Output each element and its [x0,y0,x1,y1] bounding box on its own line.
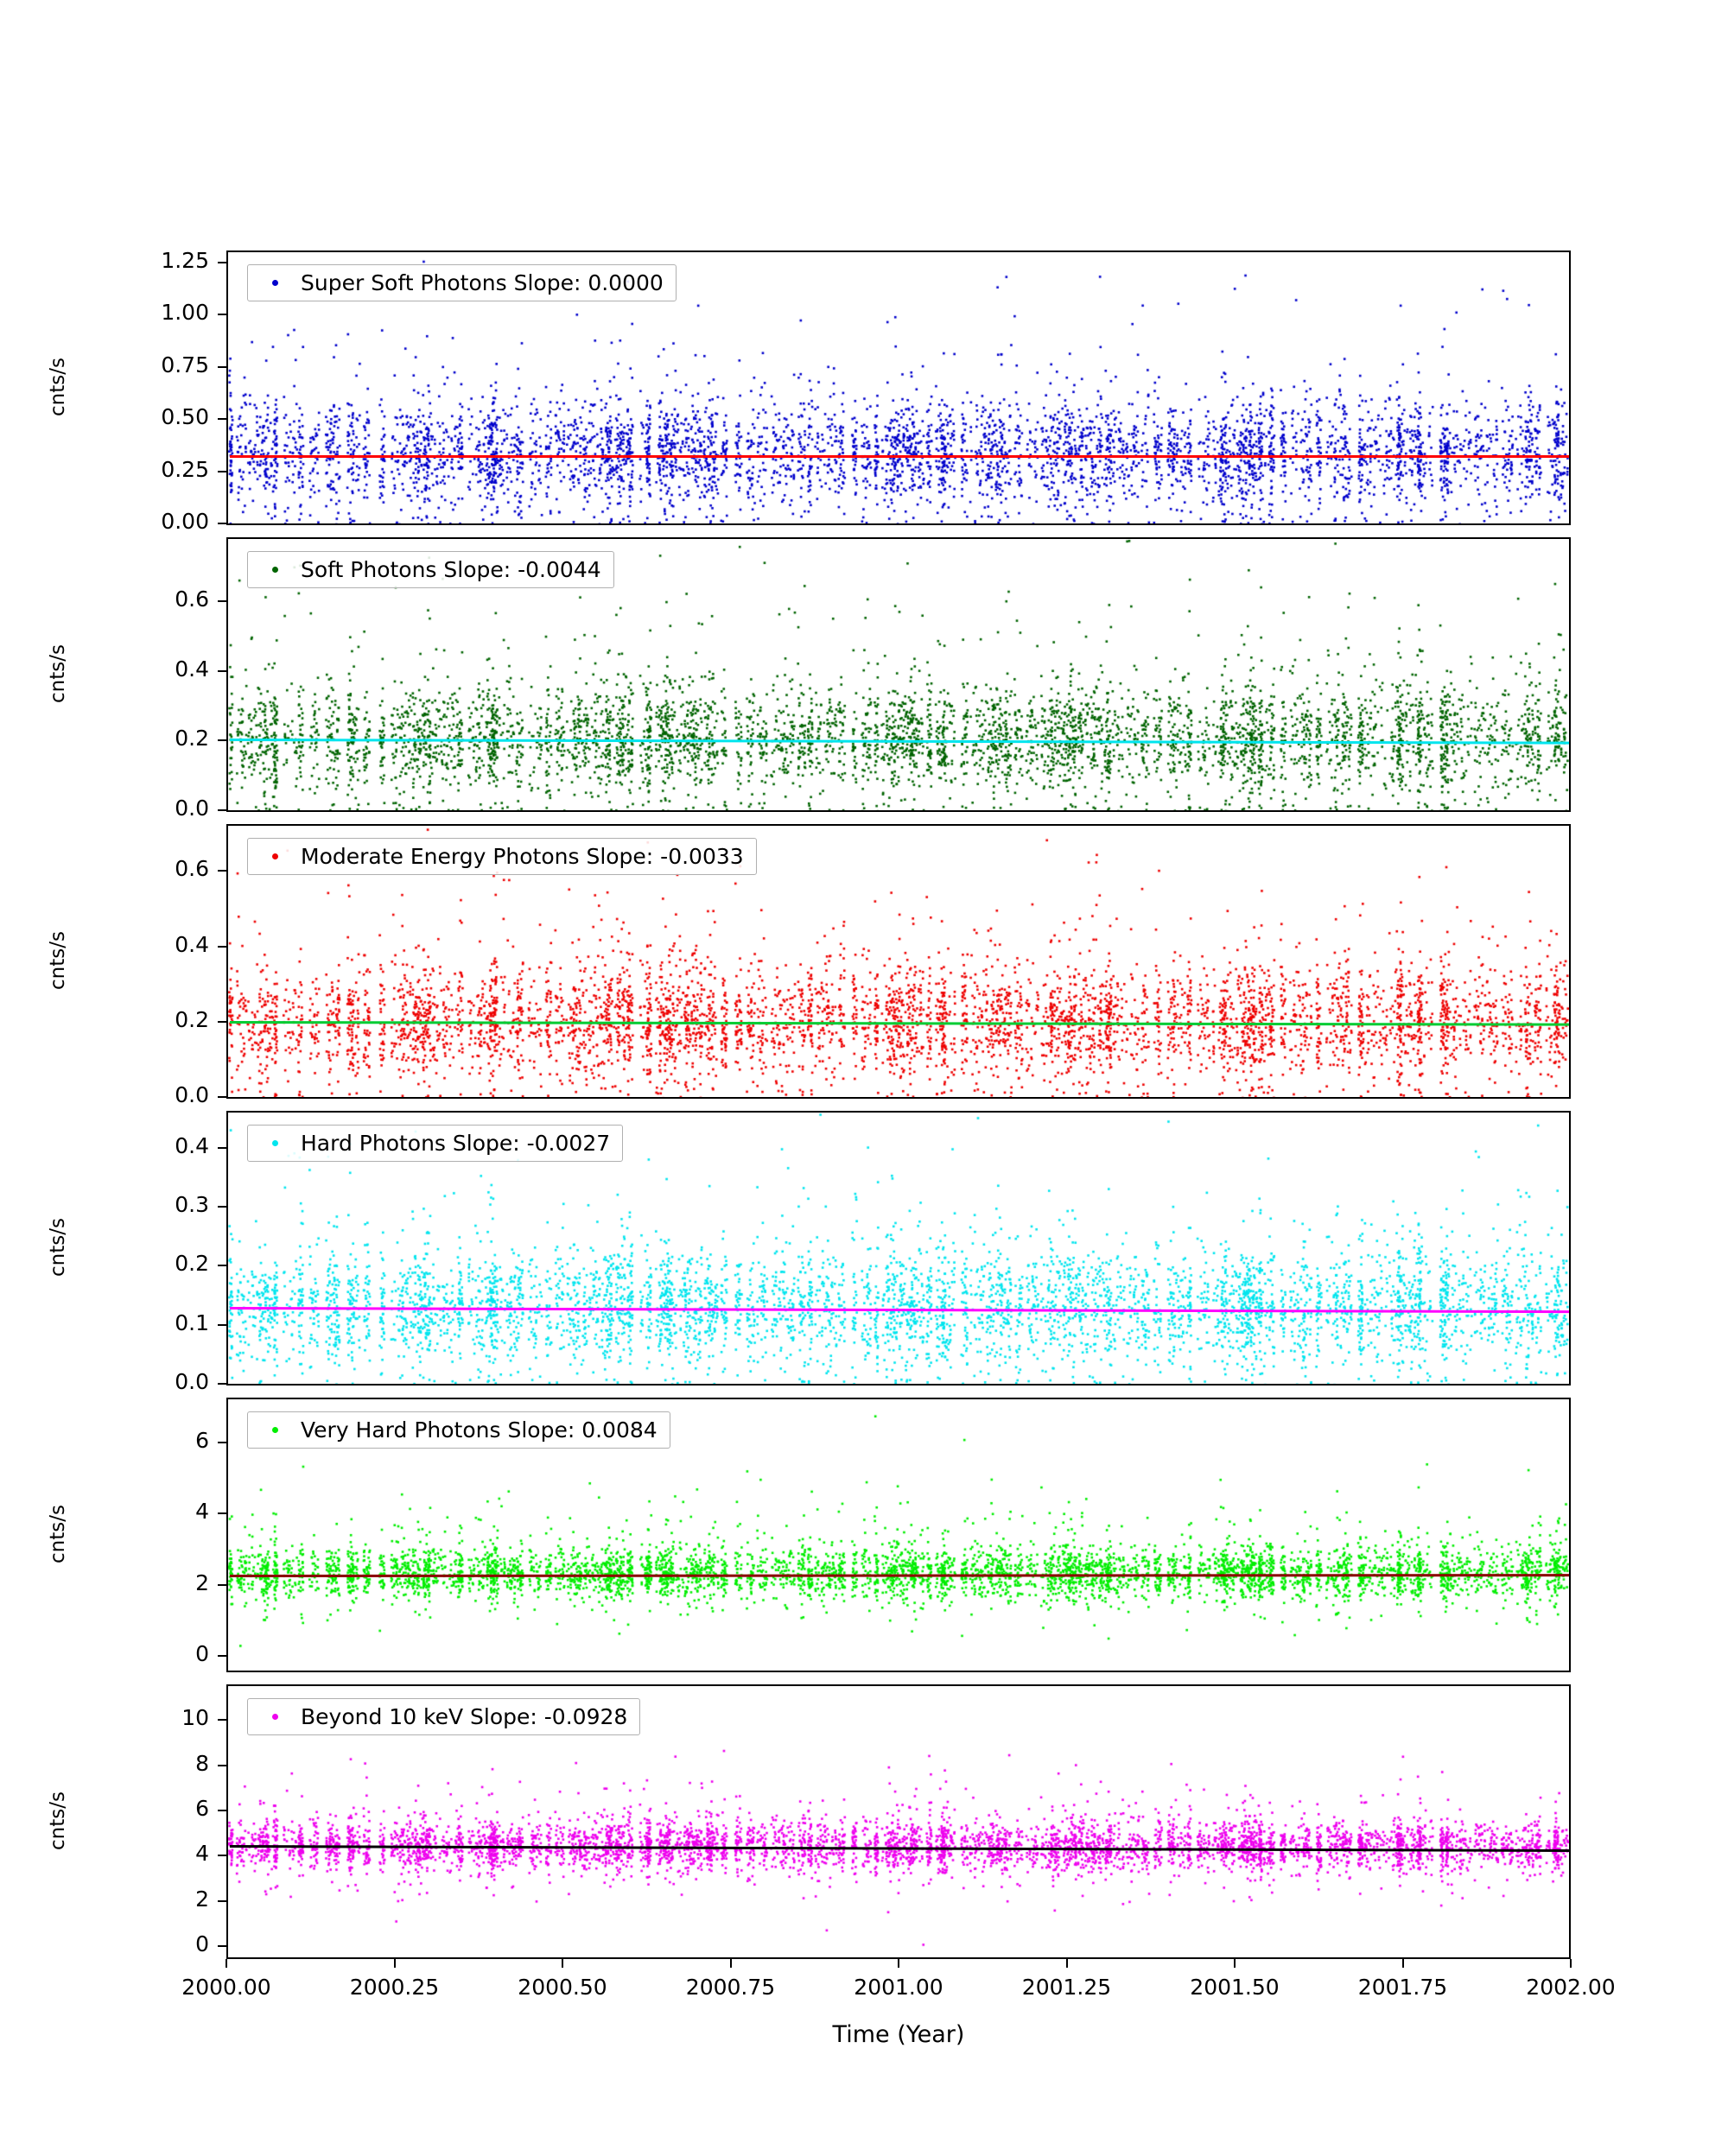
y-tick-label: 0.00 [161,509,209,534]
y-tick-mark [218,314,226,315]
x-tick-label: 2001.25 [1021,1975,1112,2000]
panel-very-hard-photons [226,1398,1571,1672]
y-tick-mark [218,1719,226,1721]
y-tick-label: 0.75 [161,352,209,377]
y-tick-label: 0 [195,1931,209,1956]
x-tick-mark [226,1959,227,1968]
panel-super-soft-photons [226,250,1571,525]
y-tick-mark [218,1265,226,1266]
y-axis-label-beyond-10-kev: cnts/s [47,1791,69,1850]
plot-area-hard-photons [226,1111,1571,1386]
y-tick-label: 0.2 [175,726,209,751]
y-tick-mark [218,1945,226,1947]
x-tick-label: 2000.50 [518,1975,607,2000]
plot-area-super-soft-photons [226,250,1571,525]
legend-label: Beyond 10 keV Slope: -0.0928 [301,1704,628,1729]
legend-label: Very Hard Photons Slope: 0.0084 [301,1417,658,1443]
y-tick-label: 0.4 [175,931,209,957]
y-tick-label: 0.50 [161,404,209,430]
legend-beyond-10-kev [247,1698,640,1735]
legend-super-soft-photons [247,264,677,301]
y-tick-label: 1.25 [161,248,209,274]
y-tick-mark [218,1765,226,1766]
y-tick-mark [218,946,226,948]
y-tick-mark [218,366,226,368]
panel-soft-photons [226,537,1571,812]
y-tick-label: 0.0 [175,1369,209,1394]
x-tick-mark [1066,1959,1068,1968]
legend-marker-icon [272,853,278,859]
trend-line-super-soft-photons [230,455,1571,458]
y-tick-label: 6 [195,1795,209,1821]
y-tick-mark [218,1096,226,1098]
x-tick-label: 2001.75 [1357,1975,1448,2000]
x-tick-label: 2000.00 [181,1975,271,2000]
x-tick-mark [562,1959,563,1968]
y-tick-mark [218,600,226,602]
y-tick-label: 0.1 [175,1309,209,1335]
y-tick-label: 0.6 [175,587,209,612]
y-tick-label: 0.2 [175,1006,209,1032]
plot-area-beyond-10-kev [226,1684,1571,1959]
x-tick-label: 2000.75 [685,1975,776,2000]
plot-area-moderate-energy-photons [226,824,1571,1099]
y-tick-label: 6 [195,1427,209,1453]
y-tick-mark [218,1442,226,1443]
y-tick-label: 0.6 [175,856,209,882]
panel-moderate-energy-photons [226,824,1571,1099]
legend-hard-photons [247,1125,623,1162]
legend-label: Moderate Energy Photons Slope: -0.0033 [301,844,744,869]
x-tick-mark [394,1959,396,1968]
x-axis-label: Time (Year) [832,2021,965,2048]
y-tick-label: 0.3 [175,1192,209,1218]
x-tick-mark [898,1959,899,1968]
legend-marker-icon [272,1714,278,1720]
y-tick-mark [218,870,226,872]
legend-very-hard-photons [247,1411,670,1449]
trend-line-very-hard-photons [230,1574,1571,1577]
y-axis-label-moderate-energy-photons: cnts/s [47,931,69,990]
y-tick-label: 0.25 [161,456,209,482]
x-tick-mark [1402,1959,1404,1968]
y-tick-mark [218,262,226,263]
y-tick-label: 2 [195,1569,209,1595]
y-tick-label: 10 [181,1705,209,1731]
y-tick-label: 1.00 [161,300,209,326]
y-tick-mark [218,1584,226,1586]
y-tick-mark [218,1324,226,1326]
y-tick-label: 0 [195,1641,209,1667]
y-tick-label: 4 [195,1499,209,1525]
legend-label: Hard Photons Slope: -0.0027 [301,1131,611,1156]
y-tick-mark [218,1021,226,1023]
y-tick-mark [218,1655,226,1657]
y-tick-label: 8 [195,1750,209,1776]
legend-moderate-energy-photons [247,838,757,875]
y-tick-mark [218,670,226,672]
y-tick-label: 0.0 [175,796,209,821]
x-tick-mark [730,1959,732,1968]
y-tick-mark [218,1147,226,1149]
x-tick-label: 2000.25 [349,1975,440,2000]
legend-marker-icon [272,280,278,286]
y-tick-mark [218,418,226,420]
y-tick-mark [218,809,226,811]
y-tick-mark [218,1810,226,1811]
y-tick-label: 2 [195,1886,209,1912]
legend-label: Soft Photons Slope: -0.0044 [301,557,601,582]
x-tick-mark [1570,1959,1572,1968]
y-tick-label: 0.2 [175,1251,209,1277]
y-tick-mark [218,1383,226,1385]
panel-beyond-10-kev [226,1684,1571,1959]
y-tick-mark [218,523,226,524]
y-axis-label-soft-photons: cnts/s [47,644,69,703]
x-tick-label: 2002.00 [1526,1975,1616,2000]
plot-area-soft-photons [226,537,1571,812]
y-axis-label-super-soft-photons: cnts/s [47,358,69,416]
y-tick-mark [218,1206,226,1208]
y-tick-mark [218,1855,226,1856]
legend-marker-icon [272,1427,278,1433]
y-axis-label-very-hard-photons: cnts/s [47,1505,69,1563]
y-tick-label: 0.4 [175,656,209,682]
x-tick-label: 2001.50 [1190,1975,1280,2000]
x-tick-mark [1234,1959,1236,1968]
legend-marker-icon [272,567,278,573]
y-tick-label: 0.4 [175,1132,209,1158]
panel-hard-photons [226,1111,1571,1386]
y-tick-label: 4 [195,1841,209,1867]
y-tick-label: 0.0 [175,1082,209,1107]
legend-label: Super Soft Photons Slope: 0.0000 [301,270,664,295]
y-tick-mark [218,739,226,741]
y-tick-mark [218,1512,226,1514]
y-axis-label-hard-photons: cnts/s [47,1218,69,1277]
legend-marker-icon [272,1140,278,1146]
y-tick-mark [218,1900,226,1902]
x-tick-label: 2001.00 [854,1975,943,2000]
plot-area-very-hard-photons [226,1398,1571,1672]
legend-soft-photons [247,551,614,588]
y-tick-mark [218,471,226,472]
